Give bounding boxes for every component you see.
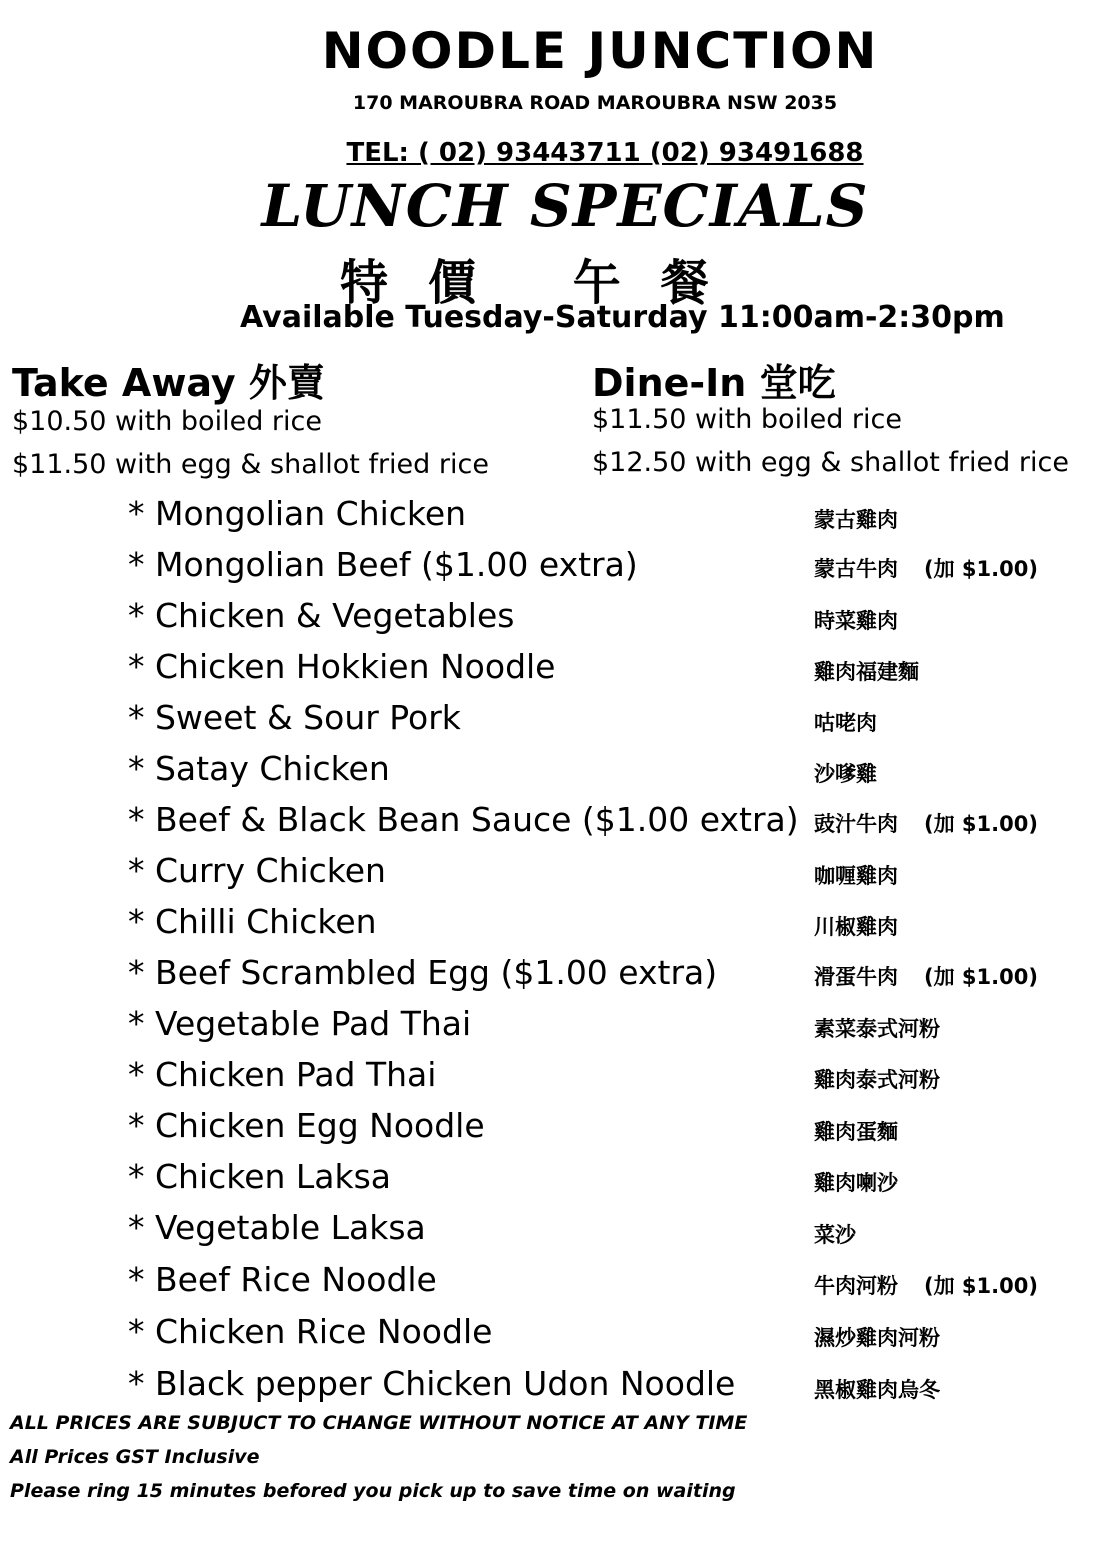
take-away-price-boiled: $10.50 with boiled rice [12,406,322,437]
menu-item: * Beef & Black Bean Sauce ($1.00 extra) [128,800,799,839]
menu-item: * Chicken Laksa [128,1157,392,1196]
promo-title: LUNCH SPECIALS [261,172,869,240]
take-away-heading: Take Away 外賣 [12,361,325,405]
menu-item-chinese: 雞肉泰式河粉 [814,1068,940,1092]
menu-item-chinese: 濕炒雞肉河粉 [814,1326,940,1350]
menu-item: * Black pepper Chicken Udon Noodle [128,1364,736,1403]
menu-item-chinese: 牛肉河粉 (加 $1.00) [814,1274,1038,1298]
menu-item-chinese: 雞肉喇沙 [814,1171,898,1195]
take-away-price-fried: $11.50 with egg & shallot fried rice [12,449,489,480]
menu-item-chinese: 豉汁牛肉 (加 $1.00) [814,812,1038,836]
extra-charge-note: (加 $1.00) [924,965,1038,989]
footer-gst-note: All Prices GST Inclusive [10,1446,260,1468]
menu-item-chinese: 時菜雞肉 [814,609,898,633]
dine-in-price-boiled: $11.50 with boiled rice [592,404,902,435]
extra-charge-note: (加 $1.00) [924,557,1038,581]
dine-in-price-fried: $12.50 with egg & shallot fried rice [592,447,1069,478]
menu-item: * Curry Chicken [128,851,386,890]
menu-item: * Chicken & Vegetables [128,596,515,635]
menu-item-chinese: 黑椒雞肉烏冬 [814,1378,940,1402]
extra-charge-note: (加 $1.00) [924,1274,1038,1298]
footer-price-disclaimer: ALL PRICES ARE SUBJUCT TO CHANGE WITHOUT NOTICE AT ANY TIME [10,1412,748,1434]
menu-item: * Mongolian Beef ($1.00 extra) [128,545,638,584]
menu-item: * Sweet & Sour Pork [128,698,461,737]
menu-item-chinese: 素菜泰式河粉 [814,1017,940,1041]
restaurant-name: NOODLE JUNCTION [321,22,879,80]
menu-item-chinese: 菜沙 [814,1223,856,1247]
menu-item-chinese: 沙嗲雞 [814,762,877,786]
availability-hours: Available Tuesday-Saturday 11:00am-2:30pm [240,300,1005,335]
menu-item: * Vegetable Pad Thai [128,1004,472,1043]
menu-item-chinese: 川椒雞肉 [814,915,898,939]
menu-item-chinese: 雞肉福建麵 [814,660,919,684]
dine-in-heading: Dine-In 堂吃 [592,361,836,405]
menu-item-chinese: 蒙古牛肉 (加 $1.00) [814,557,1038,581]
menu-item-chinese: 滑蛋牛肉 (加 $1.00) [814,965,1038,989]
menu-item: * Chicken Egg Noodle [128,1106,485,1145]
menu-item-chinese: 蒙古雞肉 [814,508,898,532]
footer-pickup-note: Please ring 15 minutes befored you pick up to save time on waiting [10,1480,736,1502]
menu-item: * Chicken Hokkien Noodle [128,647,556,686]
menu-item-chinese: 雞肉蛋麵 [814,1120,898,1144]
restaurant-address: 170 MAROUBRA ROAD MAROUBRA NSW 2035 [352,92,838,114]
menu-item: * Chicken Rice Noodle [128,1312,493,1351]
menu-item: * Beef Scrambled Egg ($1.00 extra) [128,953,718,992]
phone-numbers: TEL: ( 02) 93443711 (02) 93491688 [346,138,864,168]
menu-item-chinese: 咖喱雞肉 [814,864,898,888]
menu-item: * Chicken Pad Thai [128,1055,437,1094]
menu-item: * Chilli Chicken [128,902,377,941]
menu-item: * Satay Chicken [128,749,390,788]
menu-item: * Mongolian Chicken [128,494,467,533]
menu-item: * Beef Rice Noodle [128,1260,437,1299]
promo-title-chinese: 特價 午餐 [340,255,749,311]
menu-item-chinese: 咕咾肉 [814,711,877,735]
extra-charge-note: (加 $1.00) [924,812,1038,836]
menu-item: * Vegetable Laksa [128,1208,426,1247]
